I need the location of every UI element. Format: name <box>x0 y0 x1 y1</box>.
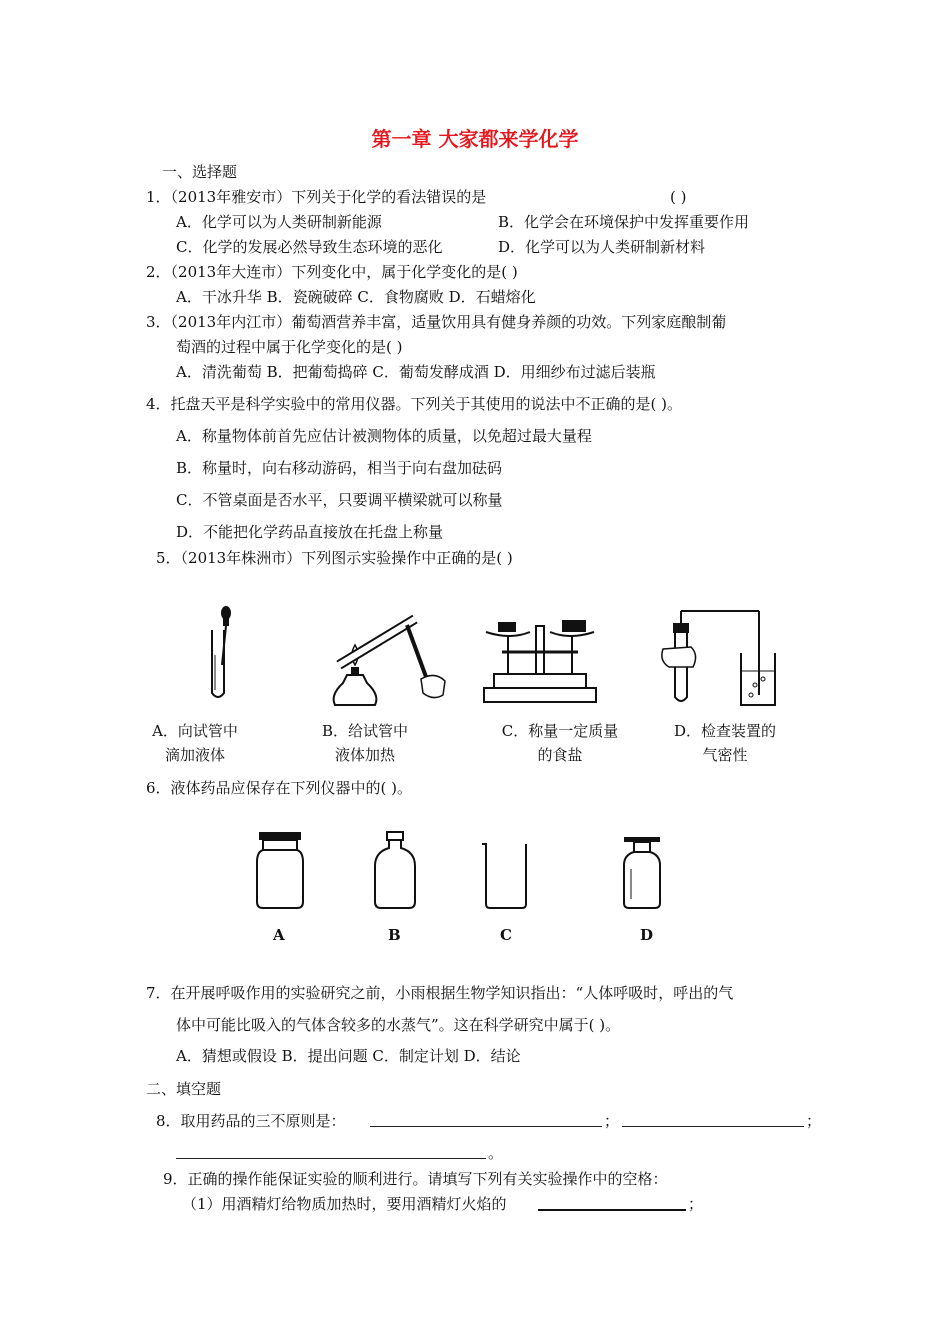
q9-sub1-blank[interactable] <box>538 1193 686 1217</box>
q6-label-d: D <box>640 926 654 944</box>
q6-label-c: C <box>500 926 512 944</box>
q7-options: A．猜想或假设 B．提出问题 C．制定计划 D．结论 <box>176 1047 521 1065</box>
q5-label-c: C．称量一定质量 的食盐 <box>501 722 619 764</box>
section-fill-heading: 二、填空题 <box>146 1080 222 1098</box>
wide-mouth-bottle-illustration <box>255 830 305 910</box>
q8-end: 。 <box>488 1144 504 1162</box>
section-choice-heading: 一、选择题 <box>162 163 238 181</box>
q5-label-a: A．向试管中 滴加液体 <box>152 722 238 764</box>
dropper-test-tube-illustration <box>200 605 240 705</box>
q9-sub1-end: ； <box>688 1195 704 1213</box>
q6-stem: 6．液体药品应保存在下列仪器中的( )。 <box>146 779 413 797</box>
q3-stem-line1: 3．（2013年内江市）葡萄酒营养丰富，适量饮用具有健身养颜的功效。下列家庭酿制葡 <box>146 313 727 331</box>
q4-stem: 4．托盘天平是科学实验中的常用仪器。下列关于其使用的说法中不正确的是( )。 <box>146 395 683 413</box>
q1-option-c: C．化学的发展必然导致生态环境的恶化 <box>176 238 443 256</box>
q4-option-c: C．不管桌面是否水平，只要调平横梁就可以称量 <box>176 491 503 509</box>
q5-label-d: D．检查装置的 气密性 <box>673 722 777 764</box>
q1-option-d: D．化学可以为人类研制新材料 <box>498 238 706 256</box>
q9-sub1: （1）用酒精灯给物质加热时，要用酒精灯火焰的 <box>182 1195 507 1213</box>
q8-blank-2[interactable] <box>622 1110 804 1133</box>
q2-options: A．干冰升华 B．瓷碗破碎 C．食物腐败 D．石蜡熔化 <box>176 288 536 306</box>
q6-label-a: A <box>273 926 285 944</box>
q3-options: A．清洗葡萄 B．把葡萄捣碎 C．葡萄发酵成酒 D．用细纱布过滤后装瓶 <box>176 363 656 381</box>
q5-label-b: B．给试管中 液体加热 <box>321 722 409 764</box>
q6-label-b: B <box>388 926 401 944</box>
q8-stem: 8．取用药品的三不原则是： <box>156 1112 346 1130</box>
narrow-mouth-bottle-illustration <box>373 830 417 910</box>
q9-stem: 9．正确的操作能保证实验的顺利进行。请填写下列有关实验操作中的空格： <box>163 1170 668 1188</box>
balance-weighing-illustration <box>480 612 600 707</box>
q4-option-b: B．称量时，向右移动游码，相当于向右盘加砝码 <box>176 459 503 477</box>
q1-option-b: B．化学会在环境保护中发挥重要作用 <box>498 213 750 231</box>
q1-answer-bracket: ( ) <box>670 188 687 206</box>
q8-separator-2: ； <box>806 1112 822 1130</box>
page-title: 第一章 大家都来学化学 <box>371 127 579 151</box>
beaker-illustration <box>480 840 530 910</box>
q8-separator-1: ； <box>604 1112 620 1130</box>
q4-option-d: D．不能把化学药品直接放在托盘上称量 <box>176 523 444 541</box>
q4-option-a: A．称量物体前首先应估计被测物体的质量，以免超过最大量程 <box>176 427 592 445</box>
q7-stem-line2: 体中可能比吸入的气体含较多的水蒸气”。这在科学研究中属于( )。 <box>176 1016 621 1034</box>
q8-blank-3[interactable] <box>176 1142 486 1165</box>
airtightness-check-illustration <box>655 605 780 710</box>
q1-stem: 1．（2013年雅安市）下列关于化学的看法错误的是 <box>146 188 487 206</box>
q2-stem: 2．（2013年大连市）下列变化中，属于化学变化的是( ) <box>146 263 518 281</box>
q1-option-a: A．化学可以为人类研制新能源 <box>176 213 382 231</box>
q7-stem-line1: 7．在开展呼吸作用的实验研究之前，小雨根据生物学知识指出：“人体呼吸时，呼出的气 <box>146 984 734 1002</box>
dropper-bottle-illustration <box>620 835 664 910</box>
q8-blank-1[interactable] <box>370 1110 602 1133</box>
heating-test-tube-illustration <box>325 605 450 710</box>
q3-stem-line2: 萄酒的过程中属于化学变化的是( ) <box>176 338 403 356</box>
q5-stem: 5．（2013年株洲市）下列图示实验操作中正确的是( ) <box>156 549 513 567</box>
